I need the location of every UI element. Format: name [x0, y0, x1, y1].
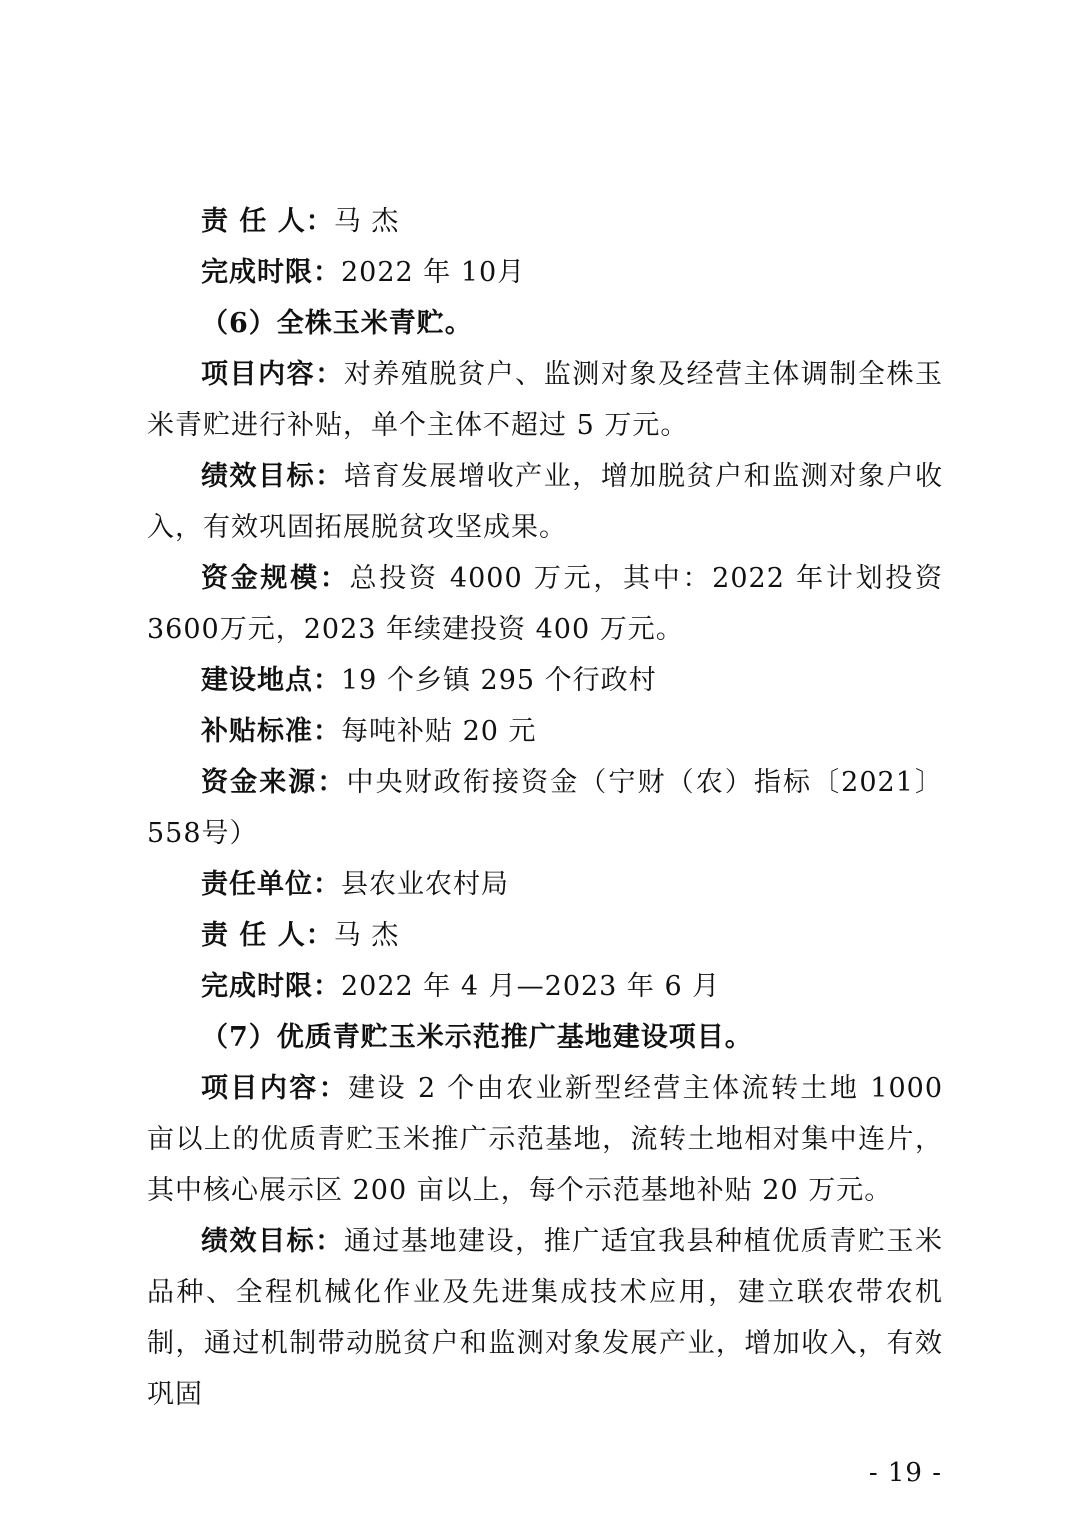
- field-value: 马 杰: [333, 920, 400, 951]
- field-label: 建设地点：: [201, 665, 341, 696]
- line-performance-goal-6: [147, 451, 943, 553]
- line-responsible-person-1: [147, 196, 943, 247]
- section-heading-6: （6）全株玉米青贮。: [201, 308, 473, 339]
- field-value: 县农业农村局: [341, 869, 509, 900]
- line-funding-source-6: [147, 757, 943, 859]
- line-project-content-7: [147, 1063, 943, 1216]
- field-label: 项目内容：: [201, 359, 344, 390]
- field-label: 补贴标准：: [201, 716, 341, 747]
- field-label: 责 任 人：: [201, 920, 334, 951]
- field-value: 总投资 4000 万元，其中：2022 年计划投资 3600万元，2023 年续建投资 400 万元。: [147, 563, 943, 645]
- field-value: 通过基地建设，推广适宜我县种植优质青贮玉米品种、全程机械化作业及先进集成技术应用，建立联农带农机制，通过机制带动脱贫户和监测对象发展产业，增加收入，有效巩固: [147, 1226, 944, 1410]
- field-label: 完成时限：: [201, 257, 341, 288]
- field-label: 资金来源：: [201, 767, 347, 798]
- line-location-6: [147, 655, 943, 706]
- field-value: 中央财政衔接资金（宁财（农）指标〔2021〕558号）: [147, 767, 943, 849]
- line-funding-scale-6: [147, 553, 943, 655]
- line-deadline-1: [147, 247, 943, 298]
- document-body: [147, 196, 943, 1420]
- line-responsible-person-6: [147, 910, 943, 961]
- field-label: 资金规模：: [201, 563, 350, 594]
- field-label: 绩效目标：: [201, 1226, 344, 1257]
- line-responsible-unit-6: [147, 859, 943, 910]
- line-project-content-6: [147, 349, 943, 451]
- field-label: 责任单位：: [201, 869, 341, 900]
- line-performance-goal-7: [147, 1216, 943, 1420]
- field-label: 责 任 人：: [201, 206, 334, 237]
- field-label: 完成时限：: [201, 971, 341, 1002]
- field-value: 建设 2 个由农业新型经营主体流转土地 1000 亩以上的优质青贮玉米推广示范基地，流转土地相对集中连片，其中核心展示区 200 亩以上，每个示范基地补贴 20 万元。: [147, 1073, 944, 1206]
- field-value: 2022 年 10月: [341, 257, 526, 288]
- line-subsidy-standard-6: [147, 706, 943, 757]
- field-value: 2022 年 4 月—2023 年 6 月: [341, 971, 721, 1002]
- field-value: 对养殖脱贫户、监测对象及经营主体调制全株玉米青贮进行补贴，单个主体不超过 5 万元。: [147, 359, 944, 441]
- section-heading-7: （7）优质青贮玉米示范推广基地建设项目。: [201, 1022, 753, 1053]
- line-deadline-6: [147, 961, 943, 1012]
- field-label: 项目内容：: [201, 1073, 349, 1104]
- field-value: 马 杰: [333, 206, 400, 237]
- field-label: 绩效目标：: [201, 461, 344, 492]
- page-number: - 19 -: [868, 1458, 942, 1488]
- field-value: 19 个乡镇 295 个行政村: [341, 665, 657, 696]
- field-value: 培育发展增收产业，增加脱贫户和监测对象户收入，有效巩固拓展脱贫攻坚成果。: [147, 461, 944, 543]
- field-value: 每吨补贴 20 元: [341, 716, 537, 747]
